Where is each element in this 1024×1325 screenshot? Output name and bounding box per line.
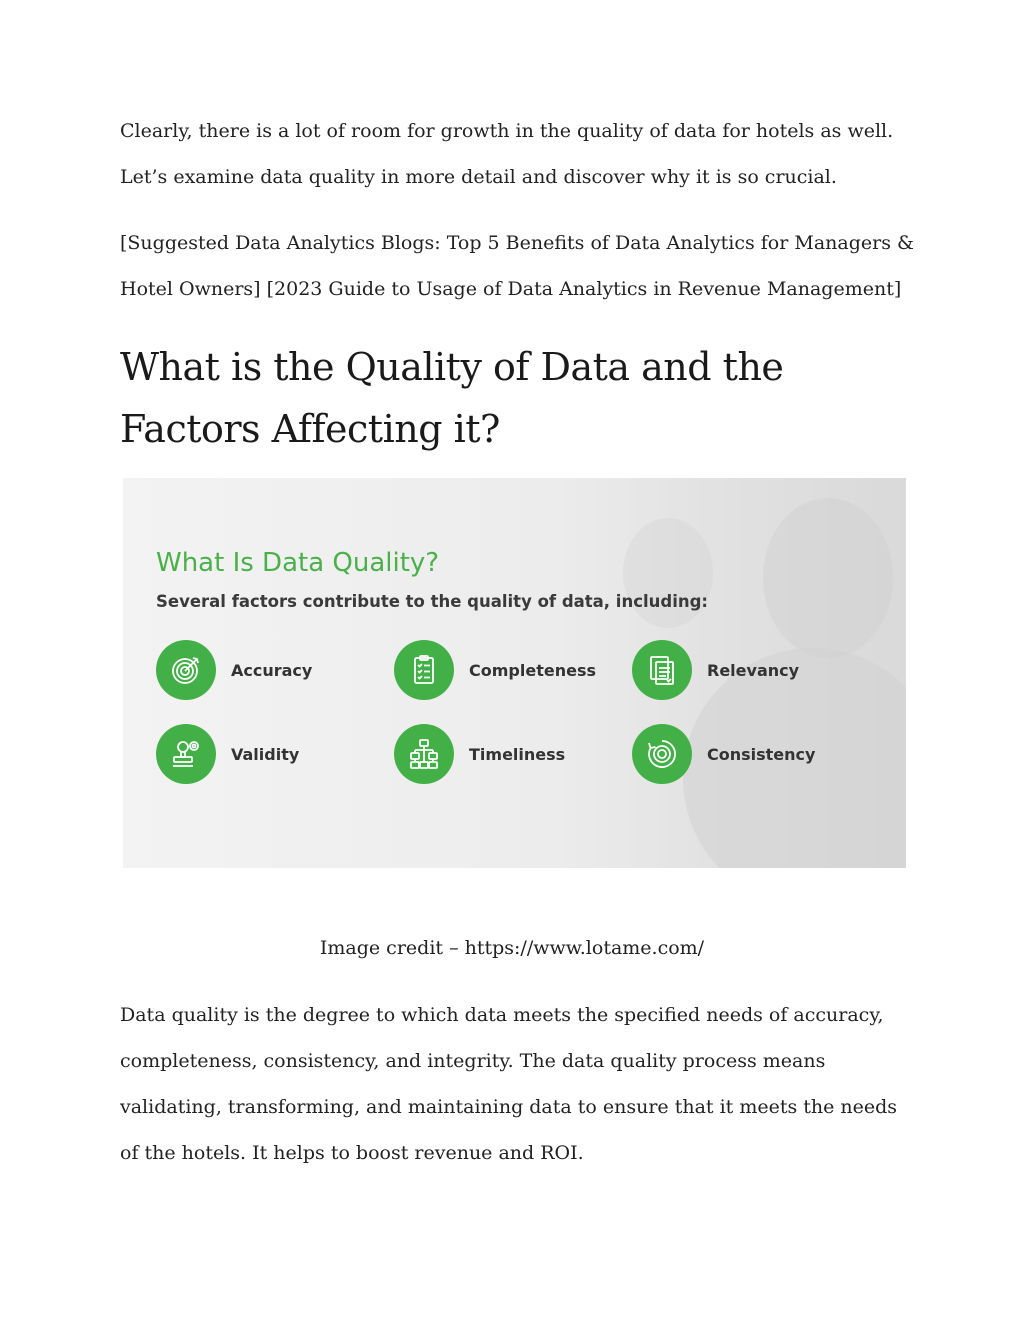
image-credit-caption: Image credit – https://www.lotame.com/ [319, 937, 705, 959]
factor-label: Timeliness [469, 744, 566, 764]
factor-label: Consistency [707, 744, 816, 764]
factor-consistency [632, 724, 815, 784]
stamp-icon [156, 724, 216, 784]
infographic-title: What Is Data Quality? [156, 548, 440, 578]
factor-label: Accuracy [231, 660, 313, 680]
background-person-head-2 [623, 518, 713, 628]
factor-label: Completeness [469, 660, 596, 680]
definition-paragraph: Data quality is the degree to which data meets the specified needs of accuracy, completeness, consistency, and integrity. The data quality process means validating, transforming, and maintaining data to ensure that it meets the needs of the hotels. It helps to boost revenue and ROI. [120, 1004, 898, 1164]
factor-label: Validity [231, 744, 300, 764]
factor-completeness [394, 640, 596, 700]
factor-label: Relevancy [707, 660, 800, 680]
documents-icon [632, 640, 692, 700]
factor-accuracy [156, 640, 312, 700]
suggested-blogs-paragraph: [Suggested Data Analytics Blogs: Top 5 Benefits of Data Analytics for Managers & Hotel Owners] [2023 Guide to Usage of Data Analytics in Revenue Management] [120, 232, 914, 300]
background-person-head [763, 498, 893, 658]
factor-relevancy [632, 640, 799, 700]
target-icon [156, 640, 216, 700]
checklist-icon [394, 640, 454, 700]
data-quality-infographic [123, 478, 906, 868]
intro-paragraph: Clearly, there is a lot of room for growth in the quality of data for hotels as well. Let’s examine data quality in more detail and discover why it is so crucial. [120, 120, 894, 188]
flowchart-icon [394, 724, 454, 784]
infographic-subtitle: Several factors contribute to the quality of data, including: [156, 592, 709, 611]
cycle-icon [632, 724, 692, 784]
section-heading: What is the Quality of Data and the Factors Affecting it? [120, 345, 784, 451]
factor-timeliness [394, 724, 565, 784]
factor-validity [156, 724, 299, 784]
